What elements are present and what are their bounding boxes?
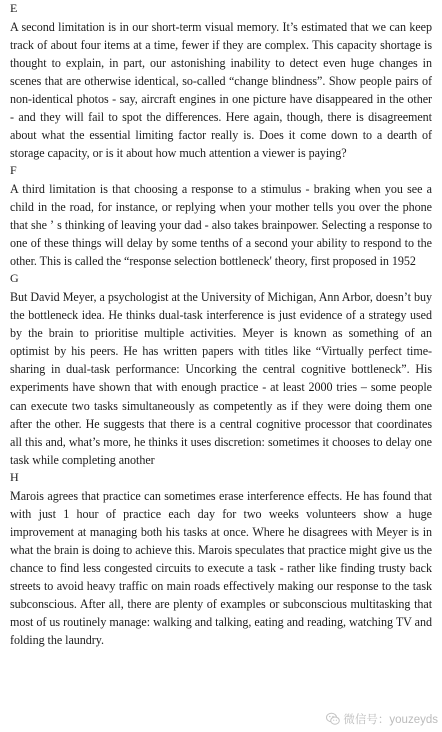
section-letter: F bbox=[10, 163, 17, 178]
wechat-icon bbox=[326, 712, 340, 726]
paragraph: A second limitation is in our short-term visual memory. It’s estimated that we can keep track of about four items at a time, fewer if they are complex. This capacity shortage is thought to explain, in part, our astonishing inability to detect even huge changes in scenes that are otherwise identical, so-called “change blindness”. Show people pairs of non-identical photos - say, aircraft engines in one picture have disappeared in the other - and they will fail to spot the differences. Here again, though, there is disagreement about what the essential limiting factor really is. Does it come down to a dearth of storage capacity, or is it about how much attention a viewer is paying? bbox=[10, 19, 432, 161]
section-e bbox=[10, 0, 432, 162]
section-letter: E bbox=[10, 1, 18, 15]
paragraph: A third limitation is that choosing a response to a stimulus - braking when you see a child in the road, for instance, or replying when your mother tells you over the phone that she ʼ s thinking of leaving your dad - also takes brainpower. Selecting a response to one of these things will delay by some tenths of a second your ability to respond to the other. This is called the “response selection bottleneck' theory, first proposed in 1952 bbox=[10, 181, 432, 269]
section-g bbox=[10, 270, 432, 469]
section-letter: G bbox=[10, 271, 19, 286]
paragraph: But David Meyer, a psychologist at the University of Michigan, Ann Arbor, doesn’t buy the bottleneck idea. He thinks dual-task interference is just evidence of a strategy used by the brain to prioritise multiple activities. Meyer is known as something of an optimist by his peers. He has written papers with titles like “Virtually perfect time-sharing in dual-task performance: Uncorking the central cognitive bottleneck”. His experiments have shown that with enough practice - at least 2000 tries – some people can execute two tasks simultaneously as competently as if they were doing them one after the other. He suggests that there is a central cognitive processor that coordinates all this and, what’s more, he thinks it uses discretion: sometimes it chooses to delay one task while completing another bbox=[10, 290, 432, 467]
watermark-label: 微信号：youzeyds bbox=[343, 714, 438, 726]
section-letter: H bbox=[10, 469, 19, 484]
paragraph: Marois agrees that practice can sometimes erase interference effects. He has found that with just 1 hour of practice each day for two weeks volunteers show a huge improvement at managing both his tasks at once. Where he disagrees with Meyer is in what the brain is doing to achieve this. Marois speculates that practice might give us the chance to find less congested circuits to execute a task - rather like finding trusty back streets to avoid heavy traffic on main roads effectively making our response to the task subconscious. After all, there are plenty of examples or subconscious multitasking that most of us routinely manage: walking and talking, eating and reading, watching TV and folding the laundry. bbox=[10, 488, 432, 648]
watermark bbox=[326, 709, 438, 729]
section-f bbox=[10, 162, 432, 270]
section-h bbox=[10, 469, 432, 649]
